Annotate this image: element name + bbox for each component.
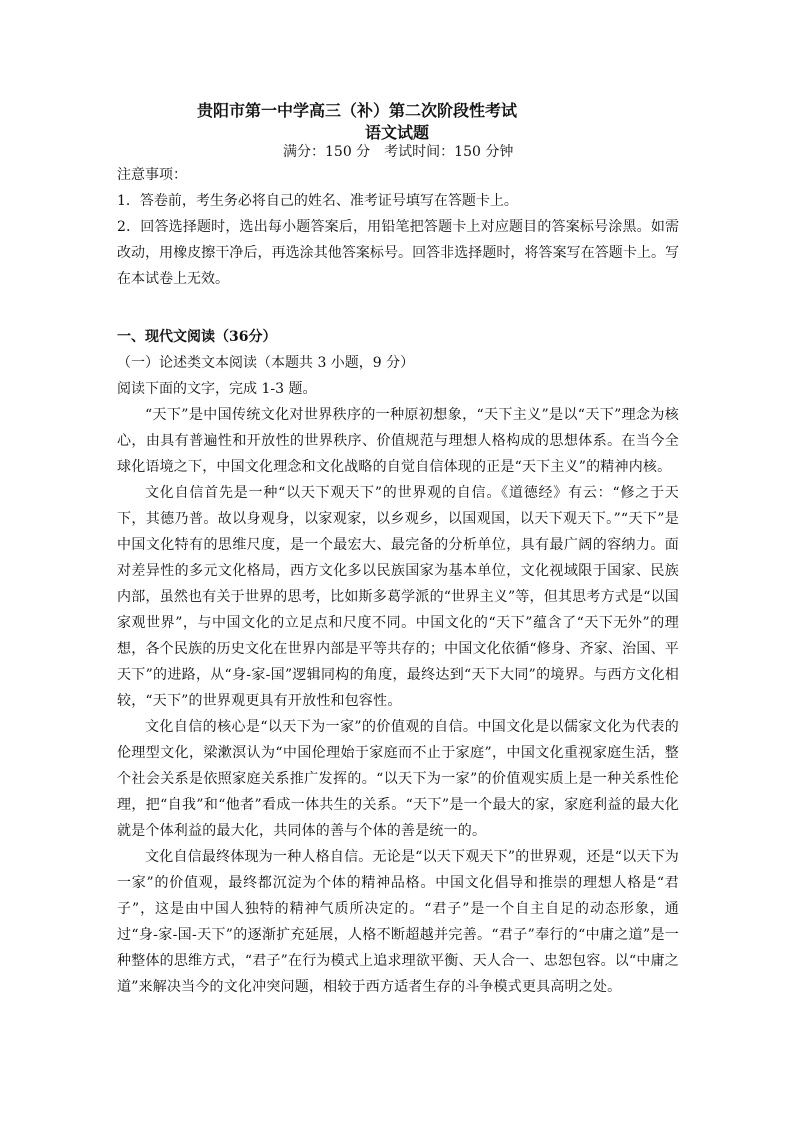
passage-paragraph-2: 文化自信首先是一种“以天下观天下”的世界观的自信。《道德经》有云：“修之于天下，其德乃普。故以身观身，以家观家，以乡观乡，以国观国，以天下观天下。”“天下”是中国文化特有的思维尺度，是一个最宏大、最完备的分析单位，具有最广阔的容纳力。面对差异性的多元文化格局，西方文化多以民族国家为基本单位，文化视域限于国家、民族内部，虽然也有关于世界的思考，比如斯多葛学派的“世界主义”等，但其思考方式是“以国家观世界”，与中国文化的立足点和尺度不同。中国文化的“天下”蕴含了“天下无外”的理想，各个民族的历史文化在世界内部是平等共存的；中国文化依循“修身、齐家、治国、平天下”的进路，从“身-家-国”逻辑同构的角度，最终达到“天下大同”的境界。与西方文化相较，“天下”的世界观更具有开放性和包容性。 <box>117 485 679 709</box>
section-heading: 一、现代文阅读（36分） <box>117 329 277 345</box>
exam-subtitle: 语文试题 <box>364 123 429 142</box>
exam-title <box>0 98 794 121</box>
notice-item-1: 1．答卷前，考生务必将自己的姓名、准考证号填写在答题卡上。 <box>117 193 518 209</box>
notice-heading: 注意事项： <box>117 167 187 183</box>
section-instruction: 阅读下面的文字，完成 1-3 题。 <box>117 381 317 397</box>
exam-title-text: 贵阳市第一中学高三（补）第二次阶段性考试 <box>196 101 517 120</box>
full-score: 满分：150 分 <box>283 144 371 160</box>
section-header <box>117 324 679 402</box>
passage-paragraph-3: 文化自信的核心是“以天下为一家”的价值观的自信。中国文化是以儒家文化为代表的伦理型文化，梁漱溟认为“中国伦理始于家庭而不止于家庭”，中国文化重视家庭生活，整个社会关系是依照家庭关系推广发挥的。“以天下为一家”的价值观实质上是一种关系性伦理，把“自我”和“他者”看成一体共生的关系。“天下”是一个最大的家，家庭利益的最大化就是个体利益的最大化，共同体的善与个体的善是统一的。 <box>117 719 679 839</box>
exam-meta <box>283 141 513 161</box>
exam-time: 考试时间：150 分钟 <box>384 144 514 160</box>
notice-item-2: 2．回答选择题时，选出每小题答案后，用铅笔把答题卡上对应题目的答案标号涂黑。如需改动，用橡皮擦干净后，再选涂其他答案标号。回答非选择题时，将答案写在答题卡上。写在本试卷上无效。 <box>117 219 679 287</box>
reading-passage <box>117 402 679 1000</box>
section-subheading: （一）论述类文本阅读（本题共 3 小题，9 分） <box>117 355 415 371</box>
passage-paragraph-1: “天下”是中国传统文化对世界秩序的一种原初想象，“天下主义”是以“天下”理念为核心，由具有普遍性和开放性的世界秩序、价值规范与理想人格构成的思想体系。在当今全球化语境之下，中国文化理念和文化战略的自觉自信体现的正是“天下主义”的精神内核。 <box>117 407 679 475</box>
notice-block <box>117 162 679 292</box>
passage-paragraph-4: 文化自信最终体现为一种人格自信。无论是“以天下观天下”的世界观，还是“以天下为一家”的价值观，最终都沉淀为个体的精神品格。中国文化倡导和推崇的理想人格是“君子”，这是由中国人独特的精神气质所决定的。“君子”是一个自主自足的动态形象，通过“身-家-国-天下”的逐渐扩充延展，人格不断超越并完善。“君子”奉行的“中庸之道”是一种整体的思维方式，“君子”在行为模式上追求理欲平衡、天人合一、忠恕包容。以“中庸之道”来解决当今的文化冲突问题，相较于西方适者生存的斗争模式更具高明之处。 <box>117 849 679 995</box>
